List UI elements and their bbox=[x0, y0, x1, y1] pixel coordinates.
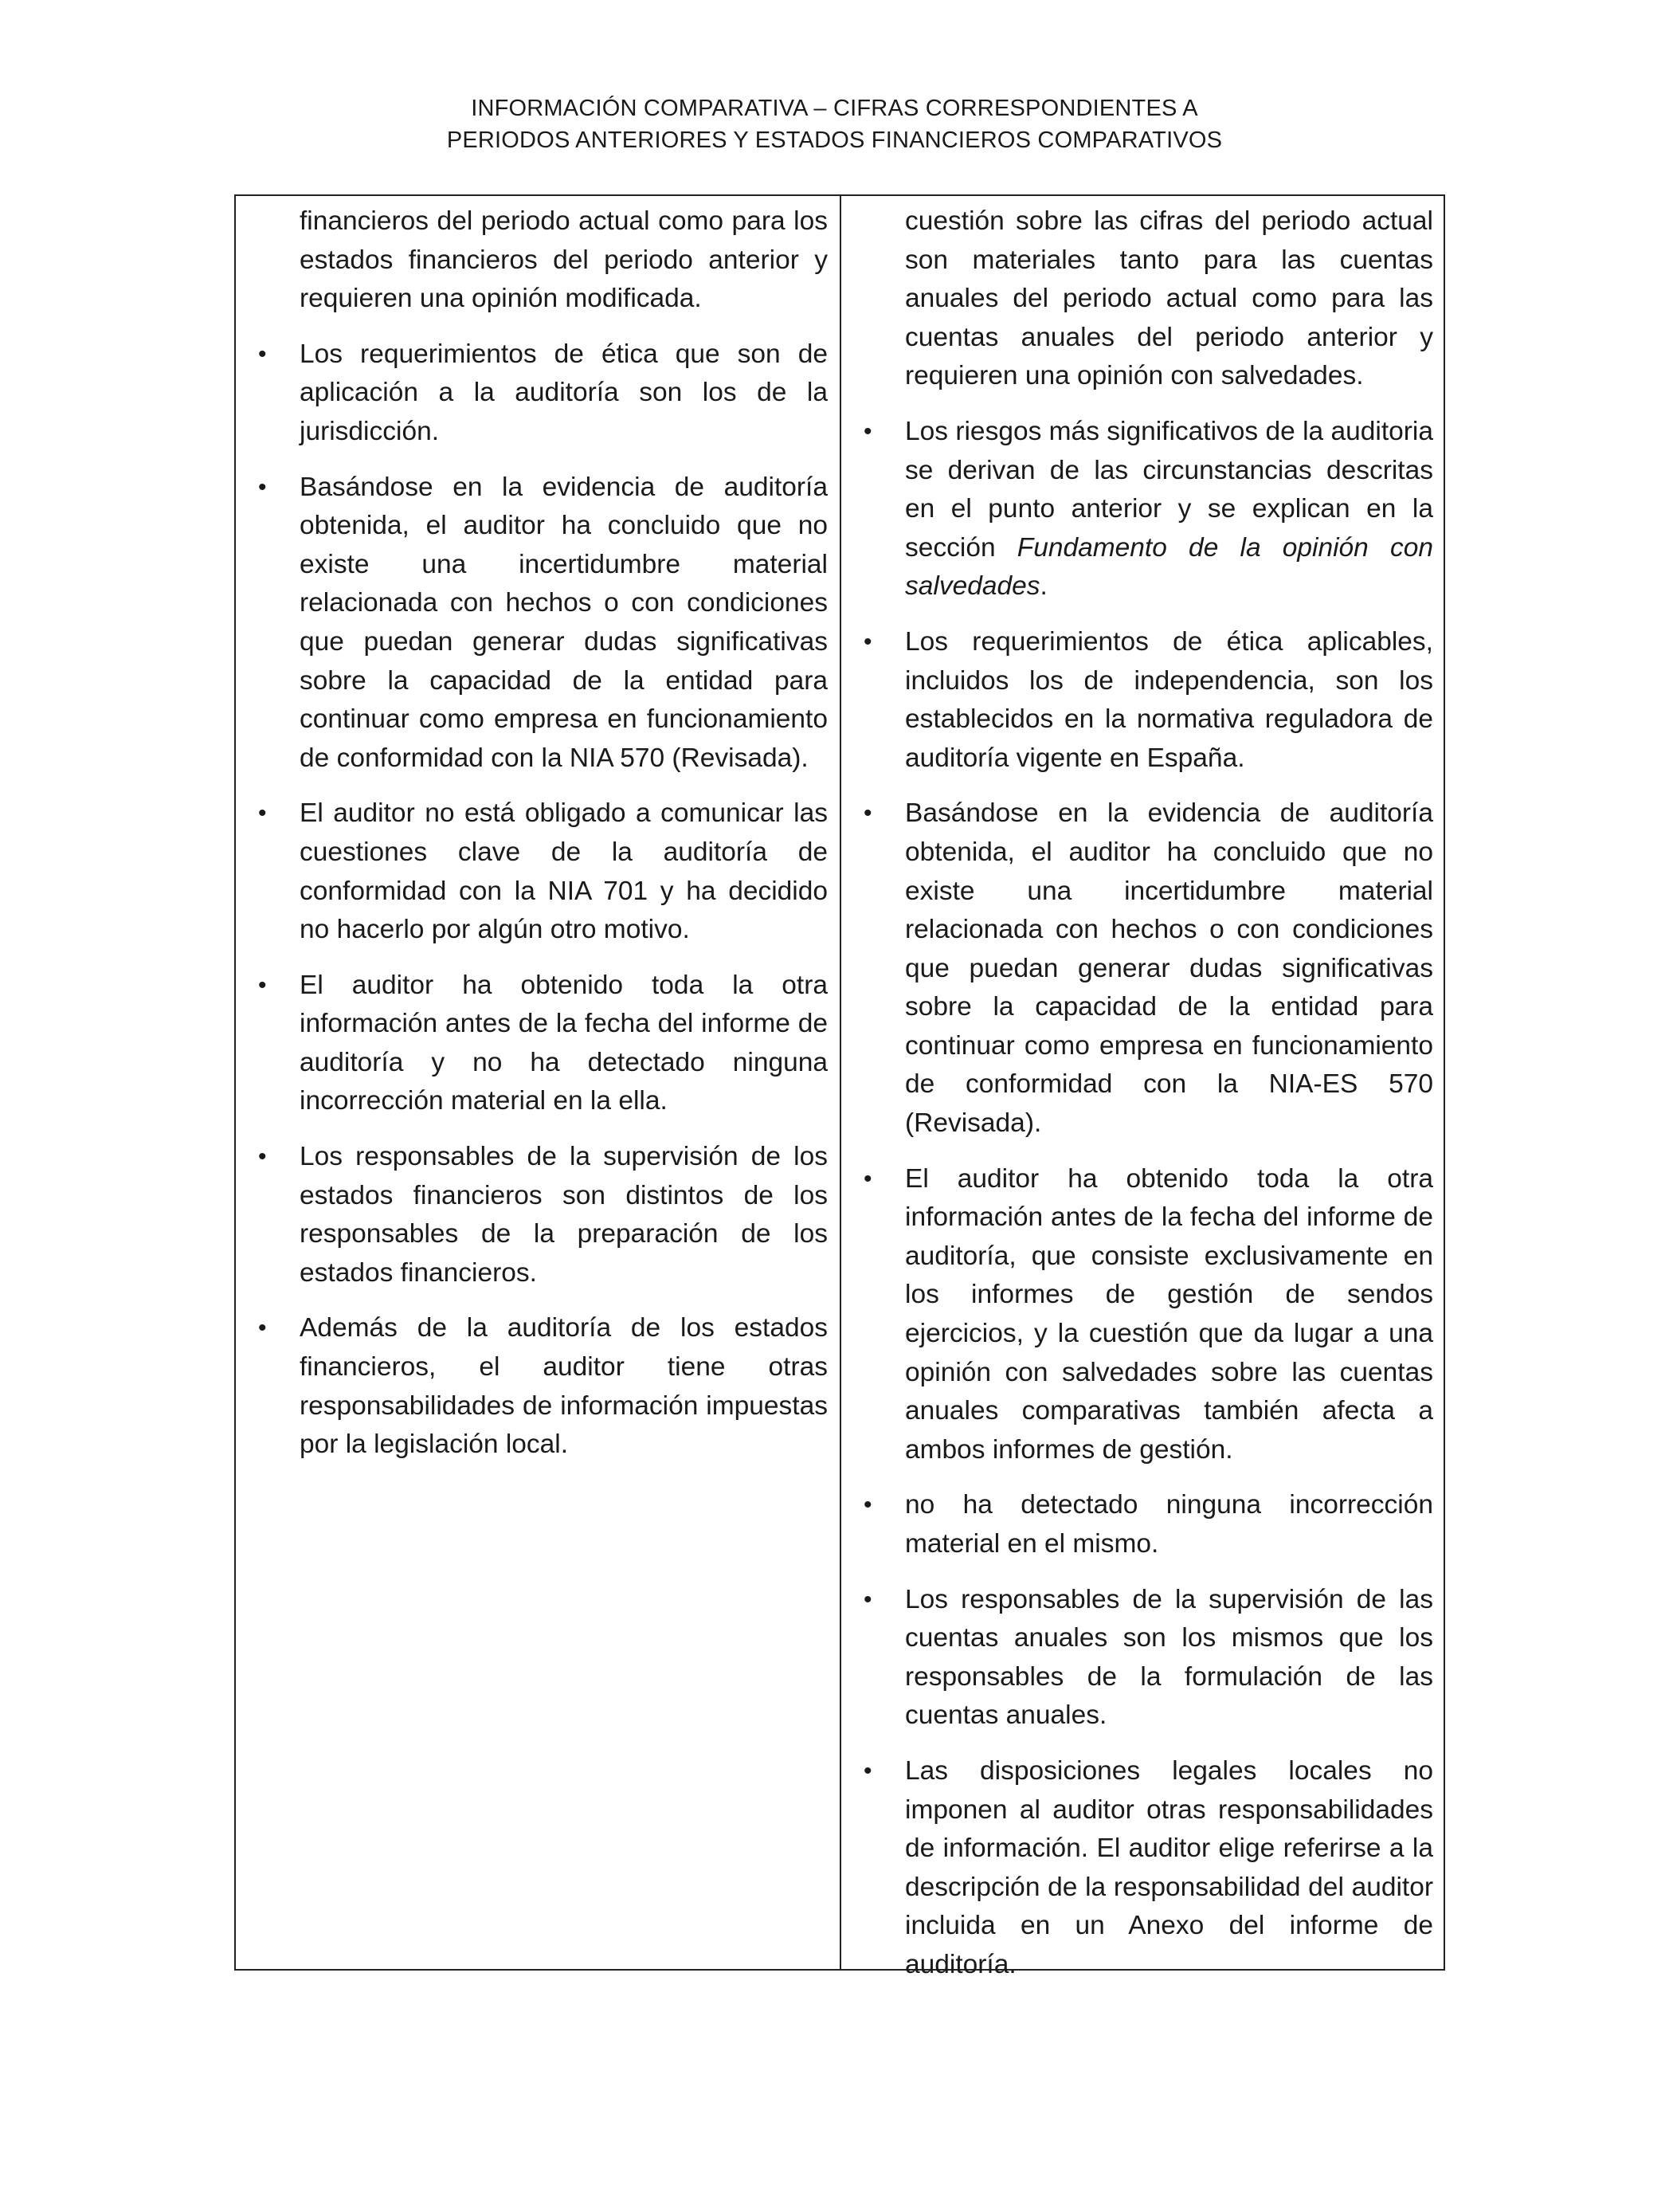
right-bullet-significant-risks bbox=[905, 413, 1433, 606]
left-continuation-paragraph: financieros del periodo actual como para los estados financieros del periodo anterior y requieren una opinión modificada. bbox=[300, 206, 828, 314]
risk-text-italic: Fundamento de la opinión con salvedades bbox=[905, 532, 1433, 602]
right-bullet-going-concern: • Basándose en la evidencia de auditoría obtenida, el auditor ha concluido que no existe una incertidumbre material relacionada con hechos o con condiciones que puedan generar dudas significativas sobre la capacidad de la entidad para continuar como empresa en funcionamiento de conformidad con la NIA-ES 570 (Revisada). bbox=[905, 794, 1433, 1143]
left-bullet-going-concern: • Basándose en la evidencia de auditoría obtenida, el auditor ha concluido que no existe una incertidumbre material relacionada con hechos o con condiciones que puedan generar dudas significativas sobre la capacidad de la entidad para continuar como empresa en funcionamiento de conformidad con la NIA 570 (Revisada). bbox=[300, 469, 828, 779]
right-bullet-other-information: • El auditor ha obtenido toda la otra información antes de la fecha del informe de auditoría, que consiste exclusivamente en los informes de gestión de sendos ejercicios, y la cuestión que da lugar a una opinión con salvedades sobre las cuentas anuales comparativas también afecta a ambos informes de gestión. bbox=[905, 1160, 1433, 1470]
right-column bbox=[905, 202, 1433, 2002]
right-continuation-paragraph: cuestión sobre las cifras del periodo actual son materiales tanto para las cuentas anuales del periodo actual como para las cuentas anuales del periodo anterior y requieren una opinión con salvedades. bbox=[905, 206, 1433, 391]
risk-text-before: Los riesgos más significativos de la auditoria se derivan de las circunstancias descritas en el punto anterior y se explican en la sección bbox=[905, 416, 1433, 563]
left-bullet-key-audit-matters: • El auditor no está obligado a comunicar las cuestiones clave de la auditoría de conformidad con la NIA 701 y ha decidido no hacerlo por algún otro motivo. bbox=[300, 794, 828, 949]
right-bullet-ethics: • Los requerimientos de ética aplicables, incluidos los de independencia, son los establecidos en la normativa reguladora de auditoría vigente en España. bbox=[905, 623, 1433, 778]
comparison-table bbox=[234, 194, 1445, 1979]
page-header bbox=[0, 92, 1669, 156]
left-bullet-other-responsibilities: • Además de la auditoría de los estados financieros, el auditor tiene otras responsabilidades de información impuestas por la legislación local. bbox=[300, 1309, 828, 1464]
left-bullet-governance: • Los responsables de la supervisión de los estados financieros son distintos de los responsables de la preparación de los estados financieros. bbox=[300, 1138, 828, 1292]
left-column bbox=[300, 202, 828, 1481]
right-bullet-no-misstatement: • no ha detectado ninguna incorrección material en el mismo. bbox=[905, 1486, 1433, 1563]
left-bullet-ethics: • Los requerimientos de ética que son de aplicación a la auditoría son los de la jurisdicción. bbox=[300, 335, 828, 452]
header-line-2: PERIODOS ANTERIORES Y ESTADOS FINANCIEROS COMPARATIVOS bbox=[446, 127, 1223, 153]
risk-text-after: . bbox=[1040, 571, 1048, 602]
right-bullet-governance: • Los responsables de la supervisión de las cuentas anuales son los mismos que los responsables de la formulación de las cuentas anuales. bbox=[905, 1581, 1433, 1735]
left-bullet-other-information: • El auditor ha obtenido toda la otra información antes de la fecha del informe de auditoría y no ha detectado ninguna incorrección material en la ella. bbox=[300, 967, 828, 1121]
column-divider bbox=[840, 196, 841, 1969]
header-line-1: INFORMACIÓN COMPARATIVA – CIFRAS CORRESPONDIENTES A bbox=[471, 96, 1198, 121]
right-bullet-legal-provisions: • Las disposiciones legales locales no imponen al auditor otras responsabilidades de información. El auditor elige referirse a la descripción de la responsabilidad del auditor incluida en un Anexo del informe de auditoría. bbox=[905, 1752, 1433, 1985]
